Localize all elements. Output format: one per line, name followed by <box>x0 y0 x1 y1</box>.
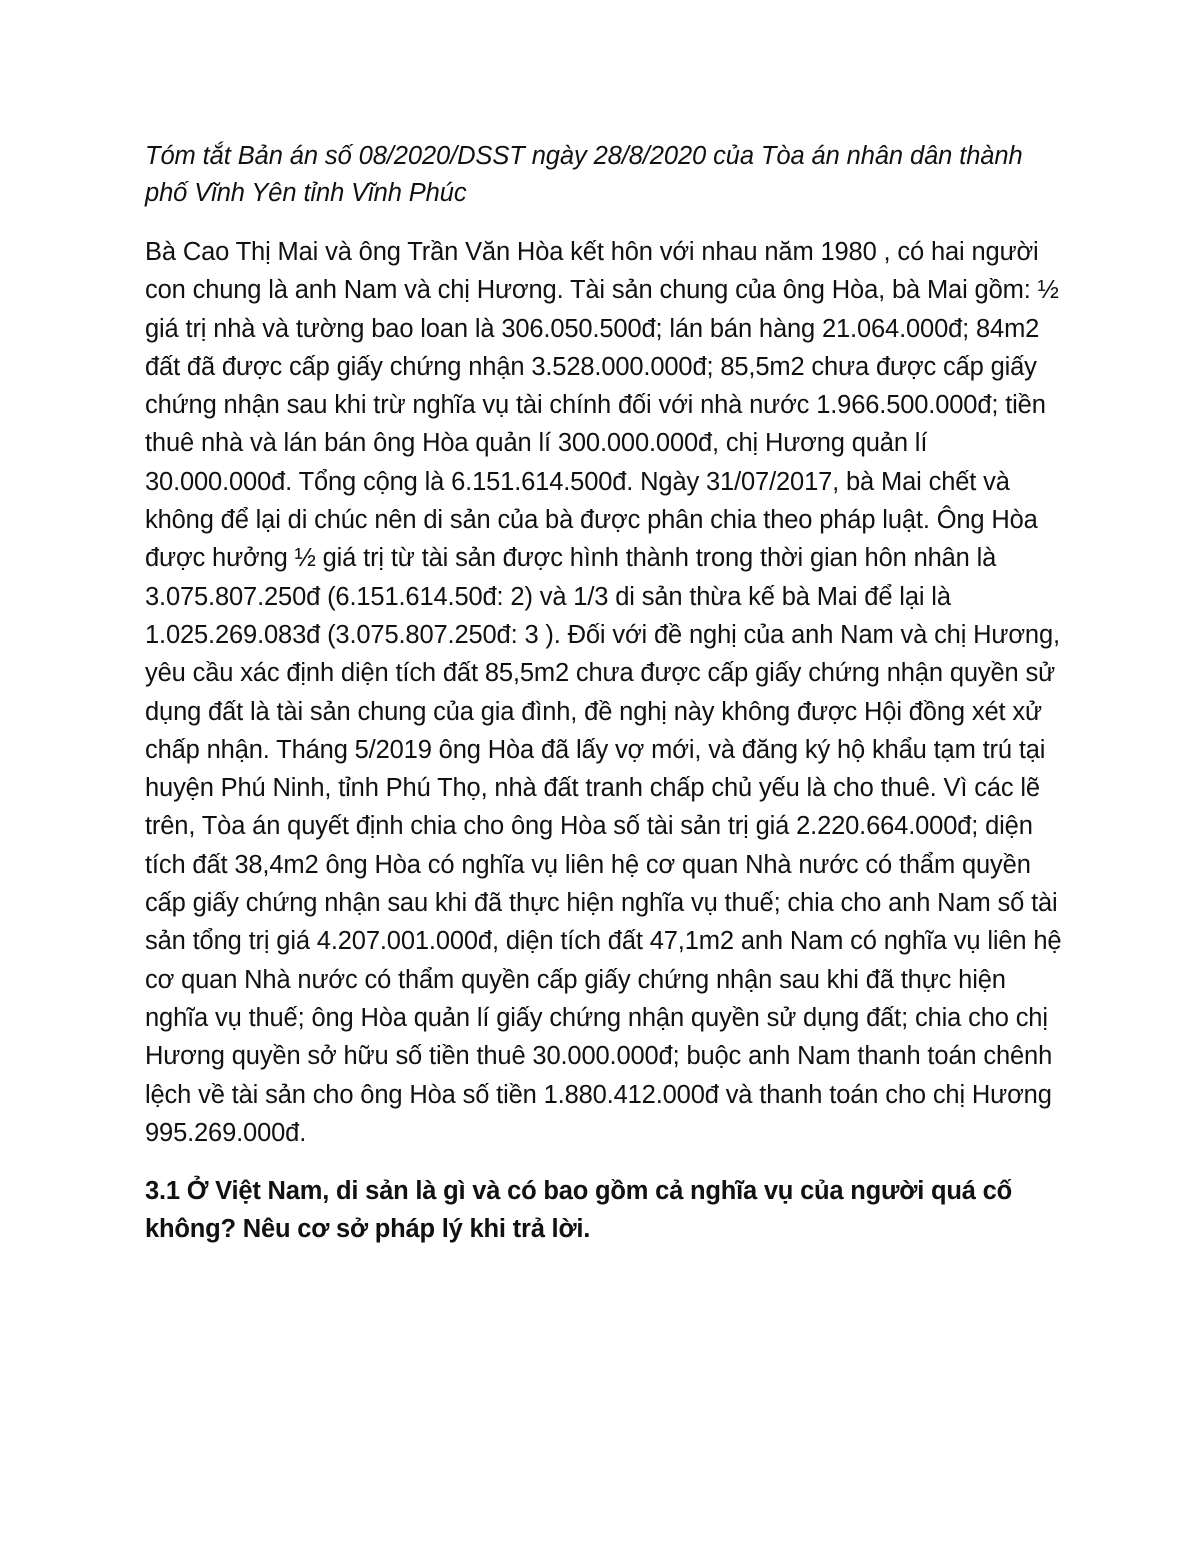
case-summary-paragraph: Bà Cao Thị Mai và ông Trần Văn Hòa kết hôn với nhau năm 1980 , có hai người con chung là anh Nam và chị Hương. Tài sản chung của ông Hòa, bà Mai gồm: ½ giá trị nhà và tường bao loan là 306.050.500đ; lán bán hàng 21.064.000đ; 84m2 đất đã được cấp giấy chứng nhận 3.528.000.000đ; 85,5m2 chưa được cấp giấy chứng nhận sau khi trừ nghĩa vụ tài chính đối với nhà nước 1.966.500.000đ; tiền thuê nhà và lán bán ông Hòa quản lí 300.000.000đ, chị Hương quản lí 30.000.000đ. Tổng cộng là 6.151.614.500đ. Ngày 31/07/2017, bà Mai chết và không để lại di chúc nên di sản của bà được phân chia theo pháp luật. Ông Hòa được hưởng ½ giá trị từ tài sản được hình thành trong thời gian hôn nhân là 3.075.807.250đ (6.151.614.50đ: 2) và 1/3 di sản thừa kế bà Mai để lại là 1.025.269.083đ (3.075.807.250đ: 3 ). Đối với đề nghị của anh Nam và chị Hương, yêu cầu xác định diện tích đất 85,5m2 chưa được cấp giấy chứng nhận quyền sử dụng đất là tài sản chung của gia đình, đề nghị này không được Hội đồng xét xử chấp nhận. Tháng 5/2019 ông Hòa đã lấy vợ mới, và đăng ký hộ khẩu tạm trú tại huyện Phú Ninh, tỉnh Phú Thọ, nhà đất tranh chấp chủ yếu là cho thuê. Vì các lẽ trên, Tòa án quyết định chia cho ông Hòa số tài sản trị giá 2.220.664.000đ; diện tích đất 38,4m2 ông Hòa có nghĩa vụ liên hệ cơ quan Nhà nước có thẩm quyền cấp giấy chứng nhận sau khi đã thực hiện nghĩa vụ thuế; chia cho anh Nam số tài sản tổng trị giá 4.207.001.000đ, diện tích đất 47,1m2 anh Nam có nghĩa vụ liên hệ cơ quan Nhà nước có thẩm quyền cấp giấy chứng nhận sau khi đã thực hiện nghĩa vụ thuế; ông Hòa quản lí giấy chứng nhận quyền sử dụng đất; chia cho chị Hương quyền sở hữu số tiền thuê 30.000.000đ; buộc anh Nam thanh toán chênh lệch về tài sản cho ông Hòa số tiền 1.880.412.000đ và thanh toán cho chị Hương 995.269.000đ. <box>145 238 1062 1147</box>
document-title: Tóm tắt Bản án số 08/2020/DSST ngày 28/8/2020 của Tòa án nhân dân thành phố Vĩnh Yên tỉnh Vĩnh Phúc <box>145 142 1023 207</box>
question-heading: 3.1 Ở Việt Nam, di sản là gì và có bao gồm cả nghĩa vụ của người quá cố không? Nêu cơ sở pháp lý khi trả lời. <box>145 1177 1012 1244</box>
document-page <box>145 138 1065 1248</box>
